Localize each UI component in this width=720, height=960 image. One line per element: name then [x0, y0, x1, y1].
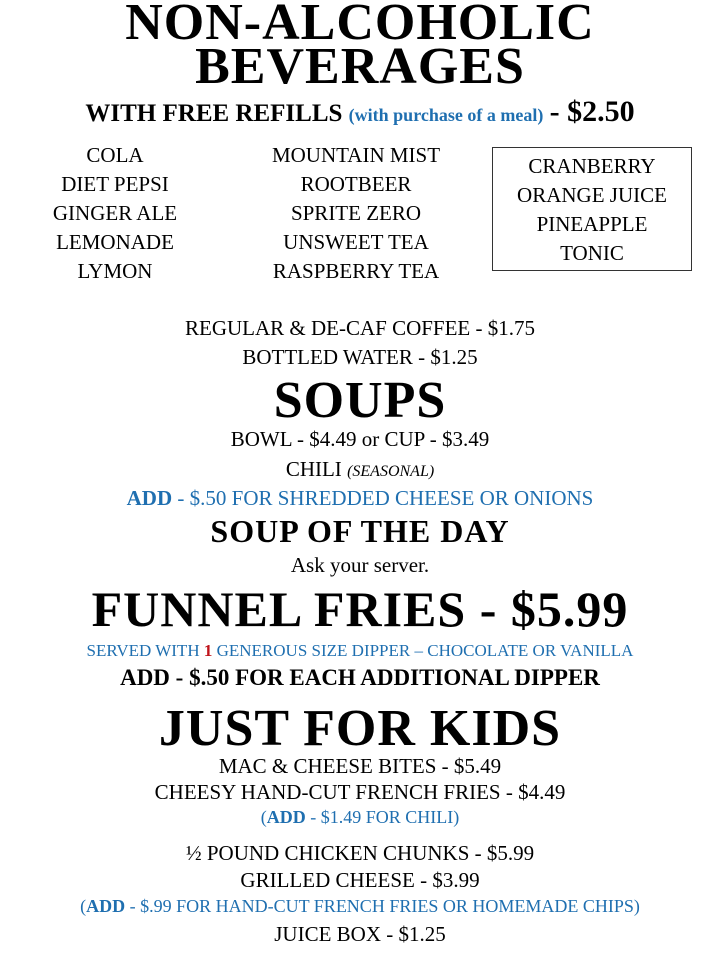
add-label: ADD [86, 896, 126, 916]
list-item: ROOTBEER [300, 172, 412, 196]
list-item: TONIC [560, 241, 624, 265]
paren: ( [260, 807, 267, 827]
list-item: COLA [86, 143, 144, 167]
chili-label: CHILI [285, 457, 342, 481]
funnel-add-line: ADD - $.50 FOR EACH ADDITIONAL DIPPER [120, 665, 600, 690]
chili-note: (SEASONAL) [347, 463, 435, 480]
kids-fries-add-line [0, 804, 720, 830]
list-item: DIET PEPSI [61, 172, 169, 196]
water-line: BOTTLED WATER - $1.25 [242, 345, 478, 369]
chili-line [0, 455, 720, 486]
funnel-served-line [0, 639, 720, 663]
add-text: - $1.49 FOR CHILI) [305, 807, 460, 827]
served-number: 1 [203, 641, 213, 660]
served-text: SERVED WITH [86, 641, 204, 660]
refills-line [0, 96, 720, 131]
beverages-title-line1: NON-ALCOHOLIC [125, 0, 595, 51]
soup-of-the-day-title: SOUP OF THE DAY [210, 513, 510, 549]
add-text: - $.99 FOR HAND-CUT FRENCH FRIES OR HOMEMADE CHIPS) [125, 896, 640, 916]
kids-chicken-line: ½ POUND CHICKEN CHUNKS - $5.99 [185, 841, 535, 865]
list-item: PINEAPPLE [536, 212, 648, 236]
kids-grilled-line: GRILLED CHEESE - $3.99 [240, 868, 480, 892]
soup-add-line [0, 484, 720, 512]
list-item: ORANGE JUICE [517, 183, 667, 207]
list-item: UNSWEET TEA [283, 230, 429, 254]
list-item: RASPBERRY TEA [272, 259, 440, 283]
bowl-cup-line: BOWL - $4.49 or CUP - $3.49 [230, 427, 490, 451]
list-item: GINGER ALE [52, 201, 178, 225]
kids-fries-line: CHEESY HAND-CUT FRENCH FRIES - $4.49 [154, 780, 566, 804]
funnel-fries-title: FUNNEL FRIES - $5.99 [91, 581, 629, 637]
list-item: SPRITE ZERO [290, 201, 422, 225]
refills-note: (with purchase of a meal) [348, 105, 544, 125]
list-item: MOUNTAIN MIST [271, 143, 441, 167]
add-label: ADD [126, 486, 173, 510]
beverage-column-2 [246, 141, 466, 286]
list-item: CRANBERRY [528, 154, 656, 178]
kids-title: JUST FOR KIDS [158, 700, 562, 757]
beverage-column-1 [20, 141, 210, 286]
kids-juice-line: JUICE BOX - $1.25 [274, 922, 446, 946]
list-item: LYMON [77, 259, 153, 283]
refills-price: - $2.50 [549, 95, 635, 128]
coffee-line: REGULAR & DE-CAF COFFEE - $1.75 [184, 316, 536, 340]
paren: ( [80, 896, 87, 916]
served-text-2: GENEROUS SIZE DIPPER – CHOCOLATE OR VANILLA [212, 641, 634, 660]
list-item: LEMONADE [56, 230, 174, 254]
soups-title: SOUPS [273, 372, 447, 429]
refills-label: WITH FREE REFILLS [85, 100, 343, 127]
add-label: ADD [266, 807, 306, 827]
kids-grilled-add-line [0, 893, 720, 919]
juice-box-list [492, 147, 692, 271]
add-text: - $.50 FOR SHREDDED CHEESE OR ONIONS [172, 486, 594, 510]
beverages-title-line2: BEVERAGES [195, 38, 525, 95]
kids-mac-line: MAC & CHEESE BITES - $5.49 [218, 754, 502, 778]
soup-of-the-day-text: Ask your server. [290, 553, 430, 577]
